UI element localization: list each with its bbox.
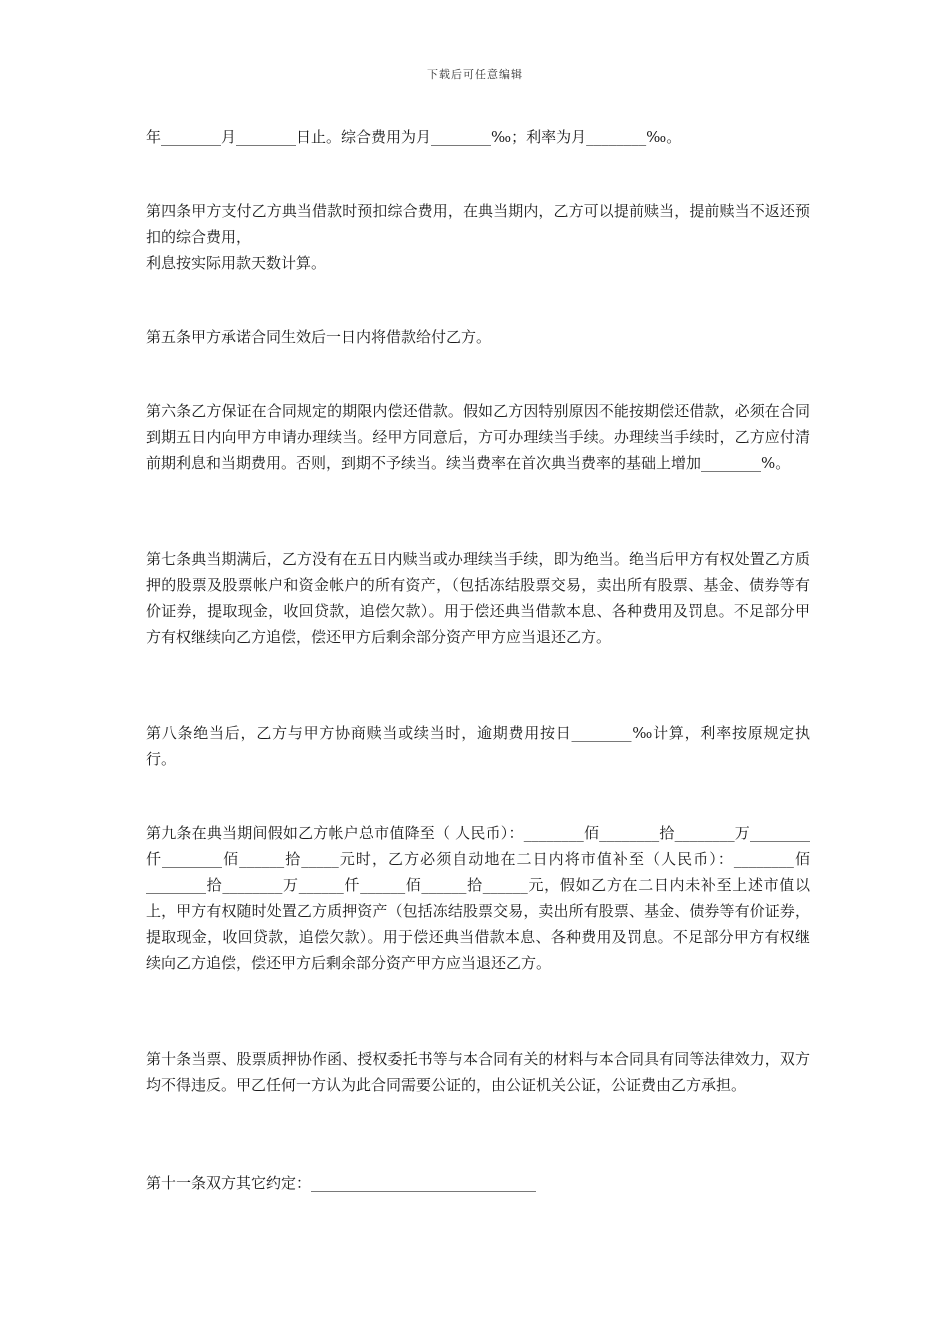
paragraph-date-fees: 年________月________日止。综合费用为月________‰；利率为月________‰。 — [146, 128, 682, 146]
page-header: 下载后可任意编辑 — [427, 68, 523, 81]
paragraph-article-10: 第十条当票、股票质押协作函、授权委托书等与本合同有关的材料与本合同具有同等法律效力，双方均不得违反。甲乙任何一方认为此合同需要公证的，由公证机关公证，公证费由乙方承担。 — [146, 1050, 810, 1094]
paragraph-article-5: 第五条甲方承诺合同生效后一日内将借款给付乙方。 — [146, 328, 492, 346]
paragraph-article-8: 第八条绝当后，乙方与甲方协商赎当或续当时，逾期费用按日________‰计算，利率按原规定执行。 — [146, 724, 810, 768]
paragraph-article-6: 第六条乙方保证在合同规定的期限内偿还借款。假如乙方因特别原因不能按期偿还借款，必须在合同到期五日内向甲方申请办理续当。经甲方同意后，方可办理续当手续。办理续当手续时，乙方应付清前期利息和当期费用。否则，到期不予续当。续当费率在首次典当费率的基础上增加________%。 — [146, 402, 810, 472]
paragraph-article-11: 第十一条双方其它约定：______________________________ — [146, 1174, 537, 1192]
paragraph-article-4: 第四条甲方支付乙方典当借款时预扣综合费用，在典当期内，乙方可以提前赎当，提前赎当不返还预扣的综合费用， 利息按实际用款天数计算。 — [146, 202, 810, 272]
paragraph-article-7: 第七条典当期满后，乙方没有在五日内赎当或办理续当手续，即为绝当。绝当后甲方有权处置乙方质押的股票及股票帐户和资金帐户的所有资产，（包括冻结股票交易，卖出所有股票、基金、债券等有价证券，提取现金，收回贷款，追偿欠款）。用于偿还典当借款本息、各种费用及罚息。不足部分甲方有权继续向乙方追偿，偿还甲方后剩余部分资产甲方应当退还乙方。 — [146, 550, 810, 646]
paragraph-article-9: 第九条在典当期间假如乙方帐户总市值降至（ 人民币）：________佰________拾________万________仟________佰______拾_____元时，乙方必须自动地在二日内将市值补至（人民币）：________佰________拾________万______仟______佰______拾______元，假如乙方在二日内未补至上述市值以上，甲方有权随时处置乙方质押资产（包括冻结股票交易，卖出所有股票、基金、债券等有价证券，提取现金，收回贷款，追偿欠款）。用于偿还典当借款本息、各种费用及罚息。不足部分甲方有权继续向乙方追偿，偿还甲方后剩余部分资产甲方应当退还乙方。 — [146, 824, 810, 972]
